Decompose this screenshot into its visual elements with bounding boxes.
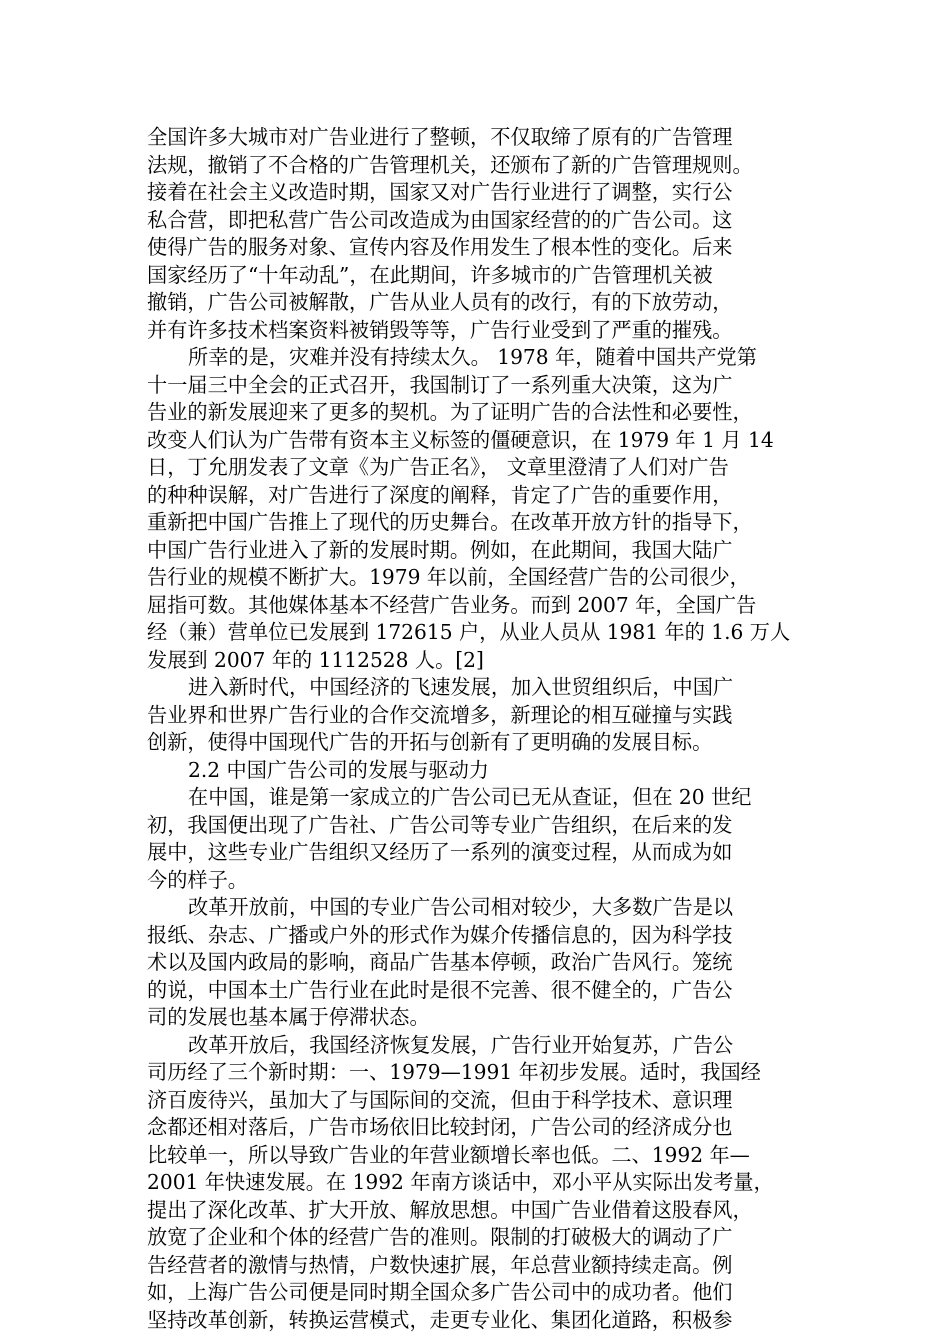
text-line: 展中，这些专业广告组织又经历了一系列的演变过程，从而成为如 <box>147 840 733 864</box>
text-line: 撤销，广告公司被解散，广告从业人员有的改行，有的下放劳动， <box>147 290 733 314</box>
text-line: 告经营者的激情与热情，户数快速扩展，年总营业额持续走高。例 <box>147 1252 733 1277</box>
text-line: 私合营，即把私营广告公司改造成为由国家经营的的广告公司。这 <box>147 207 733 232</box>
text-line: 术以及国内政局的影响，商品广告基本停顿，政治广告风行。笼统 <box>147 950 733 974</box>
text-line: 经（兼）营单位已发展到 172615 户，从业人员从 1981 年的 1.6 万人 <box>147 620 791 644</box>
text-line: 提出了深化改革、扩大开放、解放思想。中国广告业借着这股春风， <box>147 1197 753 1222</box>
text-line: 法规，撤销了不合格的广告管理机关，还颁布了新的广告管理规则。 <box>147 152 753 177</box>
text-line: 十一届三中全会的正式召开，我国制订了一系列重大决策，这为广 <box>147 372 733 397</box>
paragraph-first-line: 所幸的是，灾难并没有持续太久。 1978 年，随着中国共产党第 <box>188 345 757 369</box>
paragraph-first-line: 改革开放后，我国经济恢复发展，广告行业开始复苏，广告公 <box>188 1032 734 1057</box>
text-line: 司的发展也基本属于停滞状态。 <box>147 1005 430 1029</box>
text-line: 2001 年快速发展。在 1992 年南方谈话中，邓小平从实际出发考量， <box>147 1170 774 1194</box>
body-text <box>147 124 813 1334</box>
text-line: 如，上海广告公司便是同时期全国众多广告公司中的成功者。他们 <box>147 1280 733 1304</box>
text-line: 告行业的规模不断扩大。1979 年以前，全国经营广告的公司很少， <box>147 565 750 589</box>
text-line: 告业的新发展迎来了更多的契机。为了证明广告的合法性和必要性， <box>147 400 753 424</box>
text-line: 接着在社会主义改造时期，国家又对广告行业进行了调整，实行公 <box>147 180 733 204</box>
text-line: 日，丁允朋发表了文章《为广告正名》， 文章里澄清了人们对广告 <box>147 455 729 479</box>
text-line: 念都还相对落后，广告市场依旧比较封闭，广告公司的经济成分也 <box>147 1115 733 1139</box>
text-line: 改变人们认为广告带有资本主义标签的僵硬意识，在 1979 年 1 月 14 <box>147 427 774 452</box>
text-line: 告业界和世界广告行业的合作交流增多，新理论的相互碰撞与实践 <box>147 702 733 727</box>
text-line: 的说，中国本土广告行业在此时是很不完善、很不健全的，广告公 <box>147 977 733 1002</box>
text-line: 的种种误解，对广告进行了深度的阐释，肯定了广告的重要作用， <box>147 482 733 507</box>
text-line: 屈指可数。其他媒体基本不经营广告业务。而到 2007 年，全国广告 <box>147 592 757 617</box>
text-line: 中国广告行业进入了新的发展时期。例如，在此期间，我国大陆广 <box>147 537 733 562</box>
text-line: 创新，使得中国现代广告的开拓与创新有了更明确的发展目标。 <box>147 730 713 754</box>
text-line: 使得广告的服务对象、宣传内容及作用发生了根本性的变化。后来 <box>147 235 733 259</box>
text-line: 报纸、杂志、广播或户外的形式作为媒介传播信息的，因为科学技 <box>147 922 733 947</box>
paragraph-first-line: 在中国，谁是第一家成立的广告公司已无从查证，但在 20 世纪 <box>188 785 752 809</box>
text-line: 全国许多大城市对广告业进行了整顿，不仅取缔了原有的广告管理 <box>147 125 733 149</box>
text-line: 比较单一，所以导致广告业的年营业额增长率也低。二、1992 年— <box>147 1142 750 1167</box>
text-line: 坚持改革创新，转换运营模式，走更专业化、集团化道路，积极参 <box>147 1307 733 1332</box>
text-line: 国家经历了“十年动乱”，在此期间，许多城市的广告管理机关被 <box>147 262 713 287</box>
text-line: 重新把中国广告推上了现代的历史舞台。在改革开放方针的指导下， <box>147 510 753 534</box>
text-line: 今的样子。 <box>147 867 248 892</box>
text-line: 放宽了企业和个体的经营广告的准则。限制的打破极大的调动了广 <box>147 1225 733 1249</box>
text-line: 初，我国便出现了广告社、广告公司等专业广告组织，在后来的发 <box>147 812 733 837</box>
paragraph-first-line: 进入新时代，中国经济的飞速发展，加入世贸组织后，中国广 <box>188 675 734 699</box>
paragraph-first-line: 2.2 中国广告公司的发展与驱动力 <box>188 757 489 782</box>
text-line: 济百废待兴，虽加大了与国际间的交流，但由于科学技术、意识理 <box>147 1087 733 1112</box>
text-line: 并有许多技术档案资料被销毁等等，广告行业受到了严重的摧残。 <box>147 317 733 342</box>
text-line: 司历经了三个新时期：一、1979—1991 年初步发展。适时，我国经 <box>147 1060 761 1084</box>
text-line: 发展到 2007 年的 1112528 人。[2] <box>147 647 484 672</box>
paragraph-first-line: 改革开放前，中国的专业广告公司相对较少，大多数广告是以 <box>188 895 734 919</box>
